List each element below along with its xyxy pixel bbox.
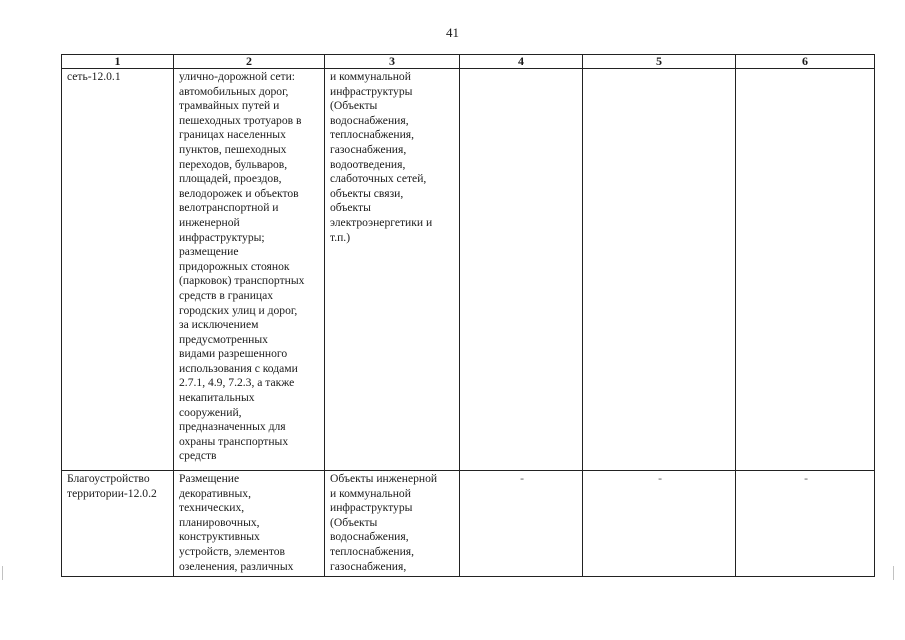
column-header-1: 1 [62,55,174,69]
row2-col3-cell [325,471,460,577]
land-use-table [61,54,875,577]
row2-col1-text: Благоустройство территории-12.0.2 [67,472,157,500]
row2-col6-dash: - [804,472,808,485]
column-header-3: 3 [325,55,460,69]
row2-col5-cell [583,471,736,577]
row2-col6-cell [736,471,875,577]
row2-col4-cell [460,471,583,577]
row1-col4-cell [460,69,583,471]
column-header-6: 6 [736,55,875,69]
row1-col1-text: сеть-12.0.1 [67,70,121,83]
row1-col3-text: и коммунальной инфраструктуры (Объекты водоснабжения, теплоснабжения, газоснабжения, водоотведения, слаботочных сетей, объекты связи, объекты электроэнергетики и т.п.) [330,70,433,244]
table-row [62,471,875,577]
page-number: 41 [446,25,459,40]
scan-edge-mark-right [893,566,900,580]
row1-col2-cell [174,69,325,471]
column-header-5: 5 [583,55,736,69]
row1-col6-cell [736,69,875,471]
row2-col3-text: Объекты инженерной и коммунальной инфраструктуры (Объекты водоснабжения, теплоснабжения, газоснабжения, [330,472,438,573]
row2-col4-dash: - [520,472,524,485]
row1-col5-cell [583,69,736,471]
row1-col2-text: улично-дорожной сети: автомобильных дорог, трамвайных путей и пешеходных тротуаров в границах населенных пунктов, пешеходных переходов, бульваров, площадей, проездов, велодорожек и объектов велотранспортной и инженерной инфраструктуры; размещение придорожных стоянок (парковок) транспортных средств в границах городских улиц и дорог, за исключением предусмотренных видами разрешенного использования с кодами 2.7.1, 4.9, 7.2.3, а также некапитальных сооружений, предназначенных для охраны транспортных средств [179,70,305,463]
row1-col3-cell [325,69,460,471]
column-header-4: 4 [460,55,583,69]
table-header-row [62,55,875,69]
row2-col5-dash: - [658,472,662,485]
row2-col2-text: Размещение декоративных, технических, планировочных, конструктивных устройств, элементов озеленения, различных [179,472,294,573]
scan-edge-mark-left [2,566,9,580]
row2-col2-cell [174,471,325,577]
table-row [62,69,875,471]
row1-col1-cell [62,69,174,471]
column-header-2: 2 [174,55,325,69]
row2-col1-cell [62,471,174,577]
